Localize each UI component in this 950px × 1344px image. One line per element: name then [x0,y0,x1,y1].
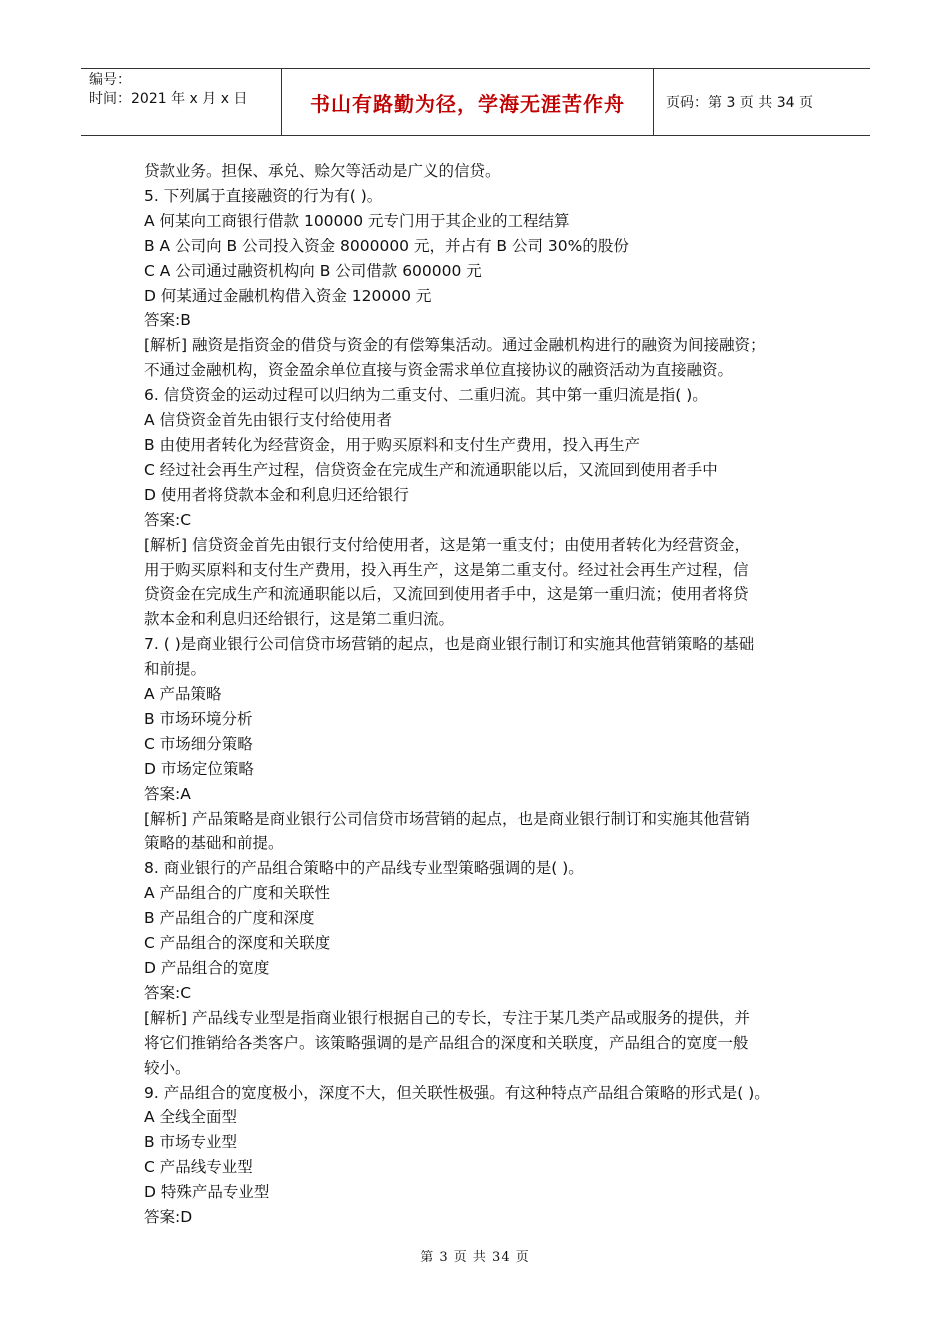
text-line: 答案:C [144,983,192,1002]
header-page-info: 页码：第 3 页 共 34 页 [666,95,813,111]
text-line: 款本金和利息归还给银行，这是第二重归流。 [144,610,455,629]
text-line: C 产品组合的深度和关联度 [144,934,331,953]
text-line: [解析] 产品线专业型是指商业银行根据自己的专长，专注于某几类产品或服务的提供，并 [144,1008,751,1027]
text-line: D 市场定位策略 [144,759,254,778]
text-line: B 市场专业型 [144,1133,238,1152]
text-line: C 市场细分策略 [144,734,253,753]
text-line: B A 公司向 B 公司投入资金 8000000 元，并占有 B 公司 30%的股份 [144,236,629,255]
document-body [144,159,824,1230]
header-meta [81,69,282,135]
text-line: D 产品组合的宽度 [144,959,270,977]
text-line: B 市场环境分析 [144,709,253,728]
text-line: 答案:C [144,510,192,529]
header-motto: 书山有路勤为径，学海无涯苦作舟 [282,69,654,135]
text-line: [解析] 融资是指资金的借贷与资金的有偿筹集活动。通过金融机构进行的融资为间接融资； [144,336,766,355]
date-label: 时间：2021 年 x 月 x 日 [89,91,248,107]
text-line: A 何某向工商银行借款 100000 元专门用于其企业的工程结算 [144,211,570,230]
text-line: 答案:D [144,1208,193,1227]
text-line: 9. 产品组合的宽度极小，深度不大，但关联性极强。有这种特点产品组合策略的形式是( )。 [144,1083,770,1102]
text-line: 答案:A [144,784,191,803]
text-line: A 产品策略 [144,685,222,704]
serial-number-label: 编号： [89,72,131,88]
text-line: 7. ( )是商业银行公司信贷市场营销的起点，也是商业银行制订和实施其他营销策略的基础 [144,635,755,654]
text-line: C A 公司通过融资机构向 B 公司借款 600000 元 [144,261,482,280]
page-header [81,68,870,136]
text-line: 贷资金在完成生产和流通职能以后，又流回到使用者手中，这是第一重归流；使用者将贷 [144,585,749,604]
text-line: 贷款业务。担保、承兑、赊欠等活动是广义的信贷。 [144,162,501,180]
text-line: 8. 商业银行的产品组合策略中的产品线专业型策略强调的是( )。 [144,859,584,878]
text-line: 策略的基础和前提。 [144,834,284,853]
text-line: 用于购买原料和支付生产费用，投入再生产，这是第二重支付。经过社会再生产过程，信 [144,560,749,579]
text-line: B 产品组合的广度和深度 [144,909,315,928]
text-line: B 由使用者转化为经营资金，用于购买原料和支付生产费用，投入再生产 [144,435,641,454]
text-line: 较小。 [144,1058,191,1077]
text-line: D 何某通过金融机构借入资金 120000 元 [144,286,432,305]
text-line: A 信贷资金首先由银行支付给使用者 [144,411,393,430]
text-line: 不通过金融机构，资金盈余单位直接与资金需求单位直接协议的融资活动为直接融资。 [144,361,734,380]
text-line: A 产品组合的广度和关联性 [144,884,331,903]
text-line: [解析] 信贷资金首先由银行支付给使用者，这是第一重支付；由使用者转化为经营资金， [144,535,751,554]
text-line: D 使用者将贷款本金和利息归还给银行 [144,485,409,504]
page-footer: 第 3 页 共 34 页 [420,1250,530,1265]
text-line: 6. 信贷资金的运动过程可以归纳为二重支付、二重归流。其中第一重归流是指( )。 [144,386,708,405]
text-line: [解析] 产品策略是商业银行公司信贷市场营销的起点，也是商业银行制订和实施其他营销 [144,809,751,828]
text-line: 5. 下列属于直接融资的行为有( )。 [144,186,383,205]
text-line: 和前提。 [144,660,207,679]
text-line: 将它们推销给各类客户。该策略强调的是产品组合的深度和关联度，产品组合的宽度一般 [144,1033,749,1052]
text-line: A 全线全面型 [144,1108,238,1127]
text-line: D 特殊产品专业型 [144,1183,270,1202]
text-line: 答案:B [144,311,191,330]
text-line: C 产品线专业型 [144,1158,253,1177]
text-line: C 经过社会再生产过程，信贷资金在完成生产和流通职能以后，又流回到使用者手中 [144,460,718,479]
